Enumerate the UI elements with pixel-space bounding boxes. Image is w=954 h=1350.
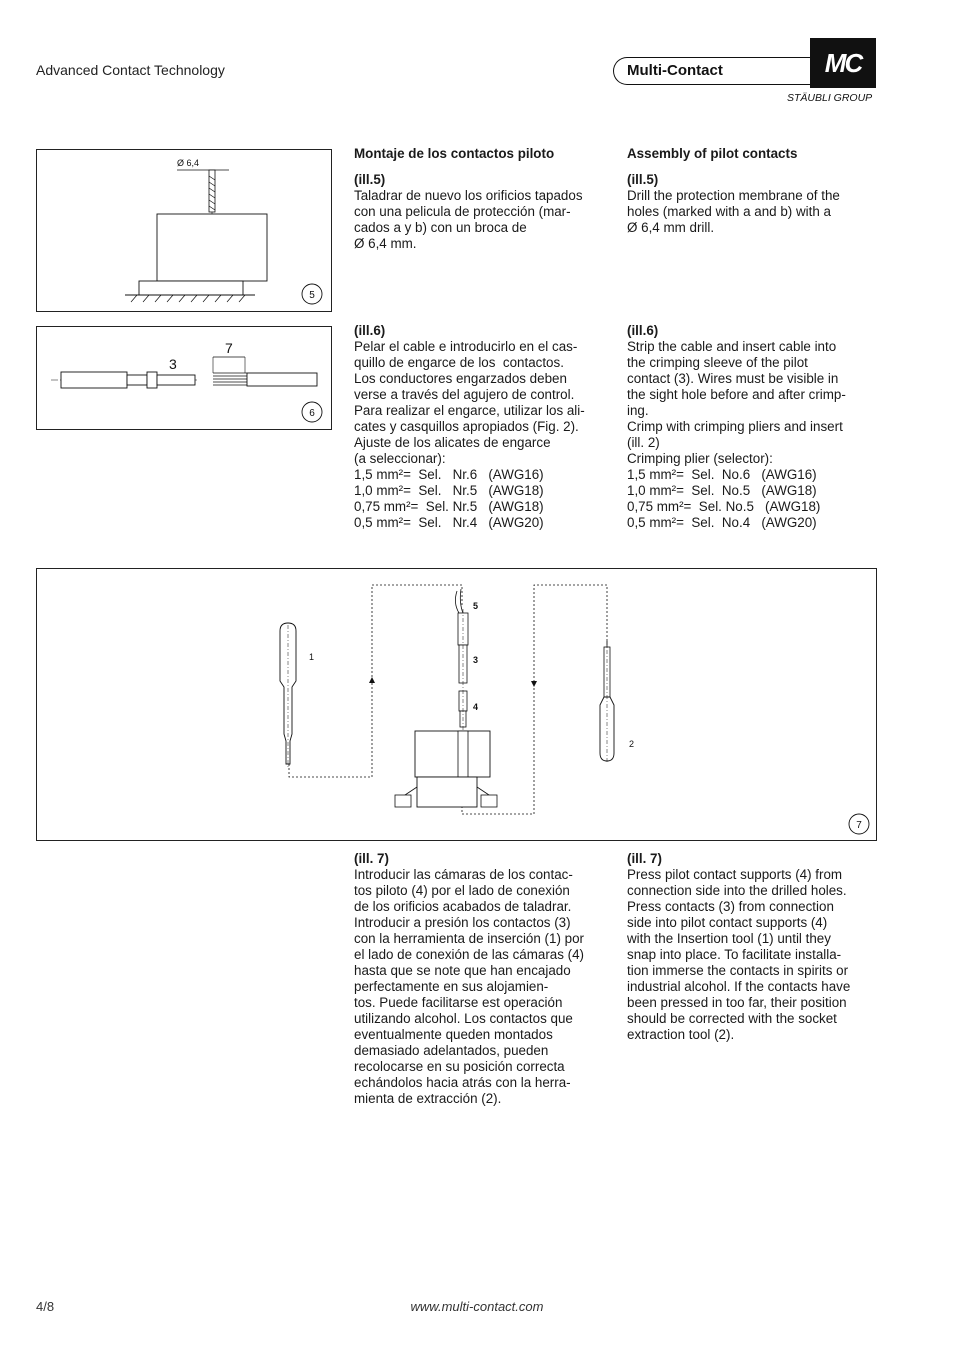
- english-ill7-text: Press pilot contact supports (4) from connection side into the drilled holes. Press contacts (3) from connection side into pilot contact supports (4) with the Insertion tool (1) until they snap into place. To facilitate installa- tion immerse the contacts in spirits or industrial alcohol. If the contacts have been pressed in too far, their position should be corrected with the socket extraction tool (2).: [627, 867, 851, 1042]
- spanish-column-ill7: [354, 851, 610, 1107]
- figure-7: [36, 568, 877, 841]
- drill-illustration: [37, 150, 331, 311]
- english-column-ill7: [627, 851, 883, 1043]
- figure-7-number: 7: [856, 820, 862, 831]
- spanish-ill5-label: (ill.5): [354, 172, 386, 187]
- header-tagline: Advanced Contact Technology: [36, 62, 225, 78]
- spanish-column-top: [354, 146, 610, 252]
- tool-1-label: 1: [309, 652, 315, 662]
- footer-url[interactable]: www.multi-contact.com: [410, 1299, 544, 1314]
- figure-6-label-7: 7: [225, 340, 233, 356]
- figure-5-number: 5: [309, 290, 315, 301]
- english-column-top: [627, 146, 883, 236]
- cable-5-label: 5: [473, 601, 479, 611]
- english-ill6-label: (ill.6): [627, 323, 659, 338]
- spanish-ill7-label: (ill. 7): [354, 851, 389, 866]
- figure-6-label-3: 3: [169, 356, 177, 372]
- spanish-title: Montaje de los contactos piloto: [354, 146, 555, 161]
- logo-name: Multi-Contact: [627, 62, 723, 79]
- english-ill7-label: (ill. 7): [627, 851, 662, 866]
- figure-6-number: 6: [309, 408, 315, 419]
- page-number: 4/8: [36, 1299, 55, 1314]
- spanish-ill6-text: Pelar el cable e introducirlo en el cas- quillo de engarce de los contactos. Los conductores engarzados deben verse a través del agujero de control. Para realizar el engarce, utilizar los ali- cates y casquillos apropiados (Fig. 2). Ajuste de los alicates de engarce (a seleccionar): 1,5 mm²= Sel. Nr.6 (AWG16) 1,0 mm²= Sel. Nr.5 (AWG18) 0,75 mm²= Sel. Nr.5 (AWG18) 0,5 mm²= Sel. Nr.4 (AWG20): [354, 339, 585, 530]
- drill-diameter-label: Ø 6,4: [177, 158, 200, 168]
- tool-2-label: 2: [629, 739, 635, 749]
- english-column-ill6: [627, 323, 883, 531]
- spanish-ill6-label: (ill.6): [354, 323, 386, 338]
- spanish-column-ill6: [354, 323, 610, 531]
- figure-6: [36, 326, 332, 430]
- english-ill6-text: Strip the cable and insert cable into the crimping sleeve of the pilot contact (3). Wires must be visible in the sight hole before and after crimp- ing. Crimp with crimping pliers and insert (ill. 2) Crimping plier (selector): 1,5 mm²= Sel. No.6 (AWG16) 1,0 mm²= Sel. No.5 (AWG18) 0,75 mm²= Sel. No.5 (AWG18) 0,5 mm²= Sel. No.4 (AWG20): [627, 339, 846, 530]
- contact-3-label: 3: [473, 655, 479, 665]
- logo-mark: MC: [810, 38, 876, 88]
- logo-group: STÄUBLI GROUP: [787, 92, 873, 104]
- spanish-ill7-text: Introducir las cámaras de los contac- tos piloto (4) por el lado de conexión de los orificios acabados de taladrar. Introducir a presión los contactos (3) con la herramienta de inserción (1) por el lado de conexión de las cámaras (4) hasta que se note que han encajado perfectamente en sus alojamien- tos. Puede facilitarse est operación utilizando alcohol. Los contactos que eventualmente queden montados demasiado adelantados, pueden recolocarse en su posición correcta echándolos hacia atrás con la herra- mienta de extracción (2).: [354, 867, 585, 1106]
- support-4-label: 4: [473, 702, 479, 712]
- english-ill5-text: Drill the protection membrane of the holes (marked with a and b) with a Ø 6,4 mm drill.: [627, 188, 840, 235]
- english-title: Assembly of pilot contacts: [627, 146, 798, 161]
- spanish-ill5-text: Taladrar de nuevo los orificios tapados con una pelicula de protección (mar- cados a y b) con un broca de Ø 6,4 mm.: [354, 188, 583, 251]
- cable-crimp-illustration: [37, 327, 331, 429]
- figure-5: [36, 149, 332, 312]
- english-ill5-label: (ill.5): [627, 172, 659, 187]
- insertion-illustration: [37, 569, 876, 840]
